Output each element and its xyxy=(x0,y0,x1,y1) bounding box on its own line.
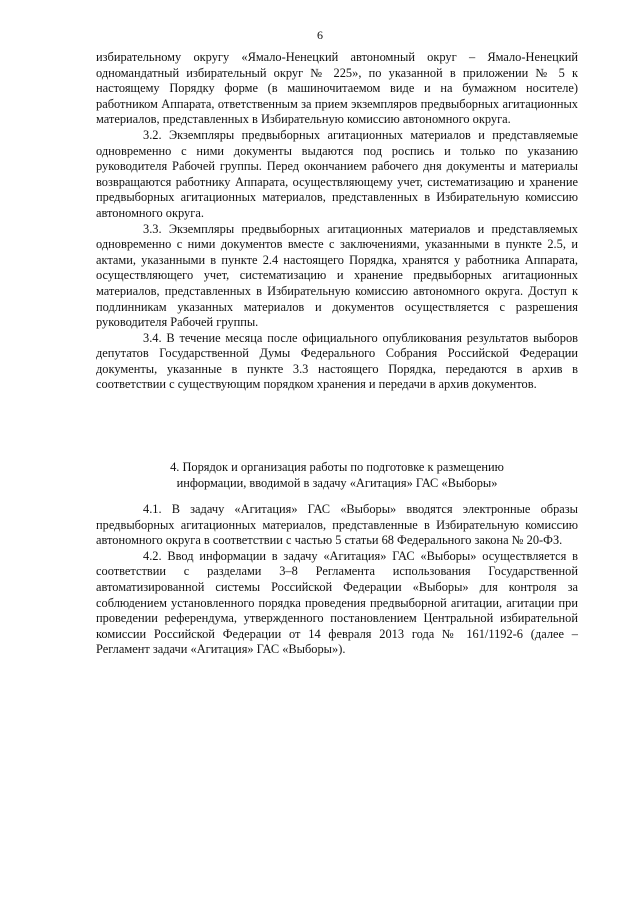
top-text-block xyxy=(96,50,578,393)
paragraph-3-2: 3.2. Экземпляры предвыборных агитационных материалов и представляемые одновременно с ними документы выдаются под роспись и только по указанию руководителя Рабочей группы. Перед окончанием рабочего дня документы и материалы возвращаются работнику Аппарата, осуществляющему учет, систематизацию и хранение предвыборных агитационных материалов, представленных в Избирательную комиссию автономного округа. xyxy=(96,127,578,220)
section-4-heading-line2: информации, вводимой в задачу «Агитация» ГАС «Выборы» xyxy=(176,475,498,490)
paragraph-3-4: 3.4. В течение месяца после официального опубликования результатов выборов депутатов Государственной Думы Федерального Собрания Российской Федерации документы, указанные в пункте 3.3 настоящего Порядка, передаются в архив в соответствии с существующим порядком хранения и передачи в архив документов. xyxy=(96,330,578,392)
section-4-heading xyxy=(96,460,578,491)
paragraph-4-2: 4.2. Ввод информации в задачу «Агитация» ГАС «Выборы» осуществляется в соответствии с разделами 3–8 Регламента использования Государственной автоматизированной системы Российской Федерации «Выборы» для контроля за соблюдением установленного порядка проведения предвыборной агитации, агитации при проведении референдума, утвержденного постановлением Центральной избирательной комиссии Российской Федерации от 14 февраля 2013 года № 161/1192-6 (далее – Регламент задачи «Агитация» ГАС «Выборы»). xyxy=(96,548,578,657)
paragraph-4-1: 4.1. В задачу «Агитация» ГАС «Выборы» вводятся электронные образы предвыборных агитационных материалов, представленные в Избирательную комиссию автономного округа в соответствии с частью 5 статьи 68 Федерального закона № 20-ФЗ. xyxy=(96,502,578,548)
section-4-heading-line1: 4. Порядок и организация работы по подготовке к размещению xyxy=(170,460,504,474)
paragraph-3-3: 3.3. Экземпляры предвыборных агитационных материалов и представляемых одновременно с ними документов вместе с заключениями, указанными в пункте 2.5, и актами, указанными в пункте 2.4 настоящего Порядка, хранятся у работника Аппарата, осуществляющего учет, систематизацию и хранение предвыборных агитационных материалов, представленных в Избирательную комиссию автономного округа. Доступ к подлинникам указанных материалов и документов осуществляется с разрешения руководителя Рабочей группы. xyxy=(96,221,578,330)
section-4-text-block xyxy=(96,502,578,658)
page-number: 6 xyxy=(317,28,323,42)
continuation-paragraph: избирательному округу «Ямало-Ненецкий автономный округ – Ямало-Ненецкий одномандатный избирательный округ № 225», по указанной в приложении № 5 к настоящему Порядку форме (в машиночитаемом виде и на бумажном носителе) работником Аппарата, ответственным за прием экземпляров предвыборных агитационных материалов, представленных в Избирательную комиссию автономного округа. xyxy=(96,50,578,127)
